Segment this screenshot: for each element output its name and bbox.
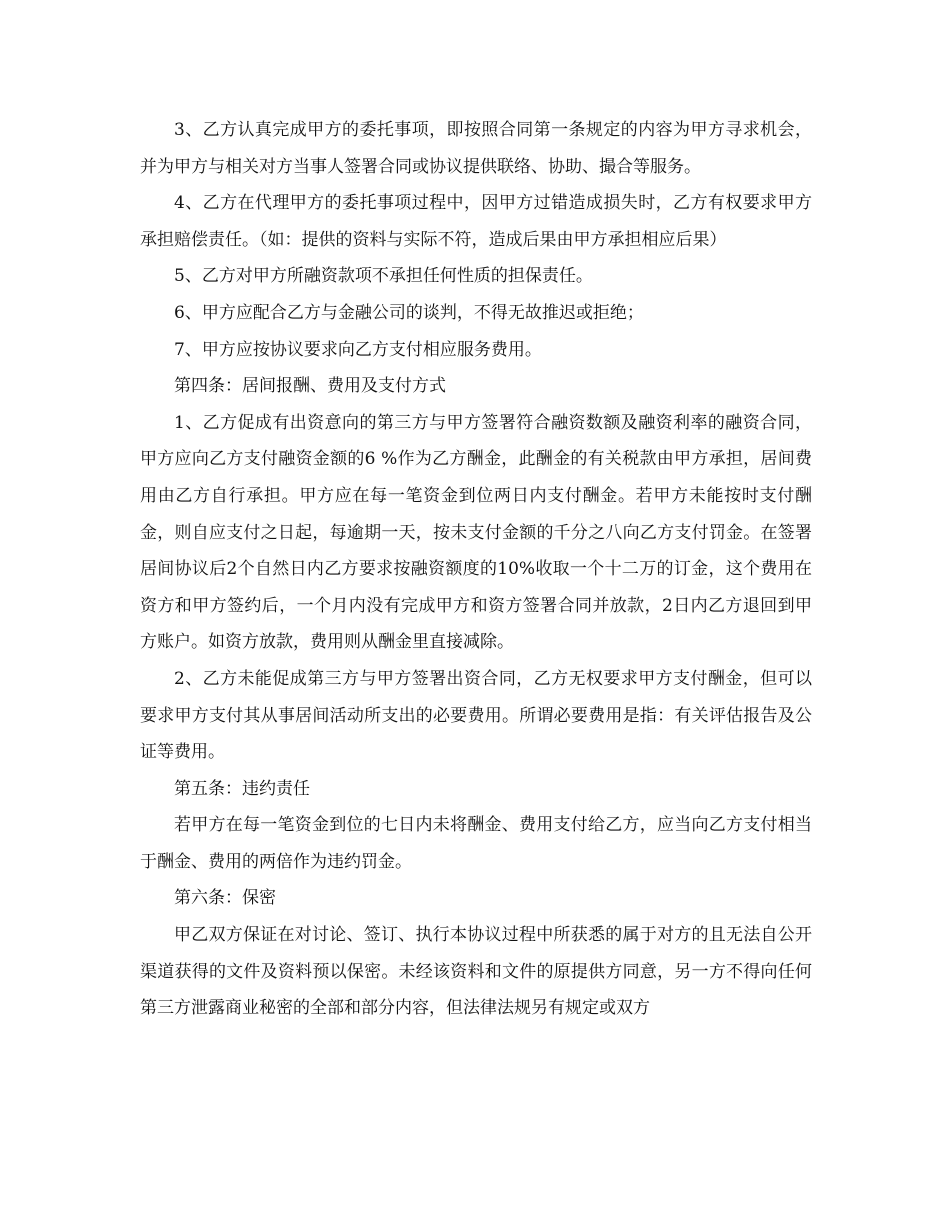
- clause-3-paragraph: 3、乙方认真完成甲方的委托事项，即按照合同第一条规定的内容为甲方寻求机会，并为甲方与相关对方当事人签署合同或协议提供联络、协助、撮合等服务。: [140, 120, 812, 177]
- article-6-paragraph: 甲乙双方保证在对讨论、签订、执行本协议过程中所获悉的属于对方的且无法自公开渠道获得的文件及资料预以保密。未经该资料和文件的原提供方同意，另一方不得向任何第三方泄露商业秘密的全部和部分内容，但法律法规另有规定或双方: [140, 925, 812, 1019]
- clause-4-paragraph: 4、乙方在代理甲方的委托事项过程中，因甲方过错造成损失时，乙方有权要求甲方承担赔偿责任。（如：提供的资料与实际不符，造成后果由甲方承担相应后果）: [140, 193, 812, 250]
- article-6-heading: 第六条：保密: [174, 888, 276, 909]
- clause-7-paragraph: 7、甲方应按协议要求向乙方支付相应服务费用。: [174, 339, 542, 360]
- article-4-item-1-paragraph: 1、乙方促成有出资意向的第三方与甲方签署符合融资数额及融资利率的融资合同，甲方应向乙方支付融资金额的6 %作为乙方酬金，此酬金的有关税款由甲方承担，居间费用由乙方自行承担。甲方应在每一笔资金到位两日内支付酬金。若甲方未能按时支付酬金，则自应支付之日起，每逾期一天，按未支付金额的千分之八向乙方支付罚金。在签署居间协议后2个自然日内乙方要求按融资额度的10%收取一个十二万的订金，这个费用在资方和甲方签约后，一个月内没有完成甲方和资方签署合同并放款，2日内乙方退回到甲方账户。如资方放款，费用则从酬金里直接减除。: [140, 412, 812, 653]
- clause-5-paragraph: 5、乙方对甲方所融资款项不承担任何性质的担保责任。: [174, 266, 593, 287]
- document-page: [140, 112, 812, 1027]
- article-5-heading: 第五条：违约责任: [174, 778, 310, 799]
- article-4-heading: 第四条：居间报酬、费用及支付方式: [174, 376, 446, 397]
- clause-6-paragraph: 6、甲方应配合乙方与金融公司的谈判，不得无故推迟或拒绝；: [174, 302, 644, 323]
- article-4-item-2-paragraph: 2、乙方未能促成第三方与甲方签署出资合同，乙方无权要求甲方支付酬金，但可以要求甲方支付其从事居间活动所支出的必要费用。所谓必要费用是指：有关评估报告及公证等费用。: [140, 668, 812, 763]
- article-5-paragraph: 若甲方在每一笔资金到位的七日内未将酬金、费用支付给乙方，应当向乙方支付相当于酬金、费用的两倍作为违约罚金。: [140, 815, 812, 872]
